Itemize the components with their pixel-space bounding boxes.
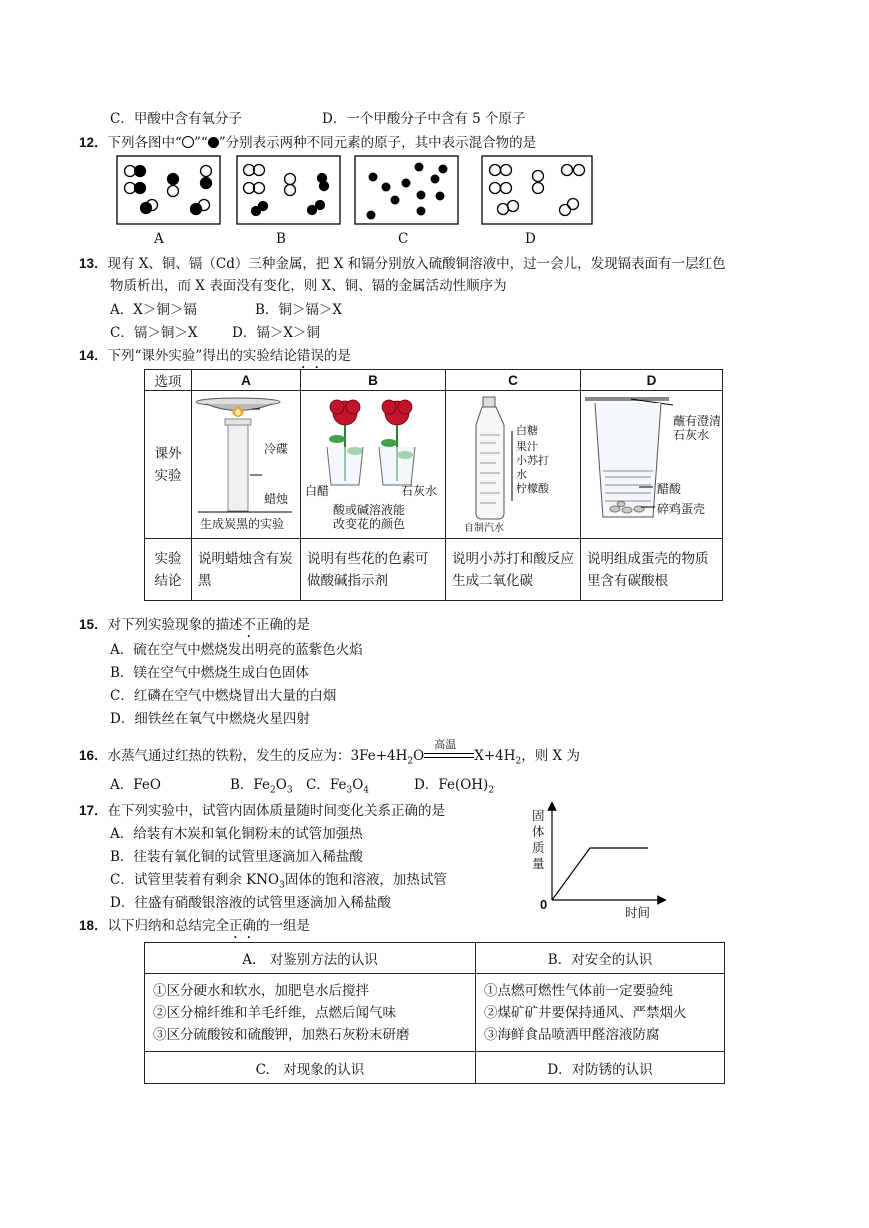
q18-b-content (476, 974, 725, 1052)
q16-option-d-text: D．Fe(OH) (414, 777, 489, 793)
q12-diagrams (116, 155, 596, 227)
q15-stem-pre: 对下列实验现象的描述 (107, 617, 243, 633)
q15-option-b: B．镁在空气中燃烧生成白色固体 (110, 665, 309, 681)
q14-img-d-cell (581, 391, 723, 539)
q16-option-b-text: B．Fe (230, 777, 271, 793)
q17-option-d: D．往盛有硝酸银溶液的试管里逐滴加入稀盐酸 (110, 895, 391, 911)
subscript: 2 (515, 756, 522, 767)
q14-stem (79, 344, 351, 372)
reaction-arrow-equals (424, 737, 474, 762)
q14-img-c-cell (446, 391, 581, 539)
q18-d-title: D．对防锈的认识 (476, 1052, 725, 1084)
soda-bottle-image (446, 391, 580, 534)
q17-graph-origin: 0 (540, 897, 548, 912)
q17-option-c-tail: 固体的饱和溶液，加热试管 (284, 872, 447, 888)
q13-option-a: A．X＞铜＞镉 (110, 302, 197, 318)
q15-stem-emphasis: 不 (242, 617, 257, 633)
q12-stem-part: ”“ (193, 135, 208, 151)
q18-stem-pre: 以下归纳和总结完全 (107, 918, 230, 934)
caption-acid-base-1: 酸或碱溶液能 (333, 503, 406, 517)
q13-line1-text: 现有 X、铜、镉（Cd）三种金属，把 X 和镉分别放入硫酸铜溶液中，过一会儿，发现镉表面有一层红色 (107, 256, 726, 272)
q15-stem (79, 613, 310, 641)
q17-option-c (110, 868, 447, 891)
subscript: 3 (346, 785, 353, 796)
subscript: 3 (286, 785, 293, 796)
caption-homemade-soda: 自制汽水 (464, 523, 504, 534)
q18-c-title: C. 对现象的认识 (145, 1052, 476, 1084)
q12-label-b: B (276, 231, 286, 247)
label-dipped-limewater-2: 石灰水 (673, 428, 710, 442)
subscript: 4 (363, 785, 369, 796)
open-circle-icon (182, 136, 194, 148)
q13-option-c: C．镉＞铜＞X (110, 325, 198, 341)
q11-option-d: D．一个甲酸分子中含有 5 个原子 (322, 111, 526, 127)
q14-stem-emphasis: 错误 (296, 348, 324, 364)
q14-stem-post: 的是 (323, 348, 351, 364)
q18-stem-post: 的一组是 (256, 918, 311, 934)
subscript: 2 (488, 785, 495, 796)
q18-a-content (145, 974, 476, 1052)
caption-carbon-black: 生成炭黑的实验 (200, 517, 285, 531)
label-eggshell: 碎鸡蛋壳 (657, 502, 706, 516)
q16-option-c-text: C．Fe (306, 777, 347, 793)
subscript: 3 (279, 880, 285, 891)
q16-option-a: A．FeO (110, 777, 161, 793)
q17-option-a: A．给装有木炭和氧化铜粉末的试管加强热 (110, 826, 363, 842)
soda-ingredient-citric-acid: 柠檬酸 (516, 482, 549, 495)
soda-ingredient-juice: 果汁 (516, 440, 538, 453)
q17-stem-text: 在下列实验中，试管内固体质量随时间变化关系正确的是 (107, 803, 446, 819)
q12-label-c: C (398, 231, 409, 247)
label-dipped-limewater-1: 蘸有澄清 (673, 414, 722, 428)
q14-conclusion-b: 说明有些花的色素可做酸碱指示剂 (301, 539, 446, 601)
q18-stem (79, 914, 310, 942)
q14-header-c: C (446, 370, 581, 391)
q16-reactants: 水蒸气通过红热的铁粉，发生的反应为：3Fe+4H (107, 748, 408, 764)
q18-a-title: A. 对鉴别方法的认识 (145, 943, 476, 974)
q14-row-conclusion-label: 实验 结论 (145, 539, 192, 601)
q14-header-option: 选项 (145, 370, 192, 391)
q13-option-b: B．铜＞镉＞X (255, 302, 343, 318)
q11-option-c: C．甲酸中含有氧分子 (110, 111, 242, 127)
question-number: 12． (79, 135, 108, 150)
candle-experiment-image (192, 391, 300, 534)
q18-a-item: ②区分棉纤维和羊毛纤维，点燃后闻气味 (153, 1004, 396, 1021)
q13-stem-line2: 物质析出，而 X 表面没有变化，则 X、铜、镉的金属活动性顺序为 (110, 278, 507, 294)
soda-ingredient-baking-soda: 小苏打 (516, 454, 549, 467)
q16-tail: ，则 X 为 (521, 748, 580, 764)
subscript: 2 (407, 756, 414, 767)
question-number: 14． (79, 348, 108, 363)
label-acetic-acid: 醋酸 (657, 482, 682, 496)
q12-stem (79, 131, 536, 151)
soda-ingredient-water: 水 (516, 468, 527, 481)
q15-option-c: C．红磷在空气中燃烧冒出大量的白烟 (110, 688, 337, 704)
q14-header-a: A (192, 370, 301, 391)
q15-option-a: A．硫在空气中燃烧发出明亮的蓝紫色火焰 (110, 642, 363, 658)
condition-high-temp: 高温 (434, 737, 457, 751)
q17-option-c-text: C．试管里装着有剩余 KNO (110, 872, 280, 888)
q16-products: X+4H (474, 748, 516, 764)
q14-img-b-cell (301, 391, 446, 539)
subscript: 2 (270, 785, 276, 796)
label-cold-plate: 冷碟 (264, 442, 289, 456)
q14-row-experiment-label: 课外 实验 (145, 391, 192, 539)
q15-option-d: D．细铁丝在氧气中燃烧火星四射 (110, 711, 310, 727)
q14-conclusion-a: 说明蜡烛含有炭黑 (192, 539, 301, 601)
q17-graph (530, 800, 670, 920)
q12-stem-part: ”分别表示两种不同元素的原子，其中表示混合物的是 (218, 135, 537, 151)
q18-b-item: ③海鲜食品喷洒甲醛溶液防腐 (484, 1026, 660, 1043)
q18-b-item: ②煤矿矿井要保持通风、严禁烟火 (484, 1004, 687, 1021)
label-limewater: 石灰水 (401, 484, 438, 498)
filled-circle-icon (208, 137, 219, 148)
question-number: 17． (79, 803, 108, 818)
q18-b-title: B．对安全的认识 (476, 943, 725, 974)
q15-stem-post: 正确的是 (256, 617, 311, 633)
q14-conclusion-d: 说明组成蛋壳的物质里含有碳酸根 (581, 539, 723, 601)
q17-stem (79, 799, 445, 819)
q14-header-b: B (301, 370, 446, 391)
q13-option-d: D．镉＞X＞铜 (232, 325, 320, 341)
q14-header-d: D (581, 370, 723, 391)
q12-stem-part: 下列各图中“ (107, 135, 182, 151)
question-number: 18． (79, 918, 108, 933)
caption-acid-base-2: 改变花的颜色 (333, 517, 406, 531)
q17-option-b: B．往装有氧化铜的试管里逐滴加入稀盐酸 (110, 849, 363, 865)
q18-a-item: ③区分硫酸铵和硫酸钾，加熟石灰粉末研磨 (153, 1026, 410, 1043)
question-number: 13． (79, 256, 108, 271)
mass-curve (552, 848, 648, 900)
q14-table (144, 369, 723, 601)
q17-graph-ylabel: 固体质量 (532, 809, 545, 871)
q16-option-c-o: O (352, 777, 364, 793)
label-white-vinegar: 白醋 (305, 484, 330, 498)
q12-label-d: D (525, 231, 536, 247)
q16-option-b-o: O (275, 777, 287, 793)
q18-a-item: ①区分硬水和软水，加肥皂水后搅拌 (153, 982, 369, 999)
soda-ingredient-sugar: 白糖 (516, 424, 538, 437)
q17-graph-xlabel: 时间 (625, 906, 651, 920)
q13-stem-line1 (79, 252, 726, 272)
q16-option-b (230, 773, 293, 796)
q12-label-a: A (154, 231, 164, 247)
q14-conclusion-c: 说明小苏打和酸反应生成二氧化碳 (446, 539, 581, 601)
q16-reactants-o: O (413, 748, 425, 764)
q16-option-d (414, 773, 494, 796)
q18-stem-emphasis: 正确 (229, 918, 257, 934)
question-number: 16． (79, 748, 108, 763)
q18-table (144, 942, 725, 1084)
q16-stem (79, 737, 580, 767)
label-candle: 蜡烛 (264, 492, 289, 506)
q16-option-c (306, 773, 369, 796)
q14-img-a-cell (192, 391, 301, 539)
q18-b-item: ①点燃可燃性气体前一定要验纯 (484, 982, 673, 999)
question-number: 15． (79, 617, 108, 632)
q14-stem-pre: 下列“课外实验”得出的实验结论 (107, 348, 297, 364)
